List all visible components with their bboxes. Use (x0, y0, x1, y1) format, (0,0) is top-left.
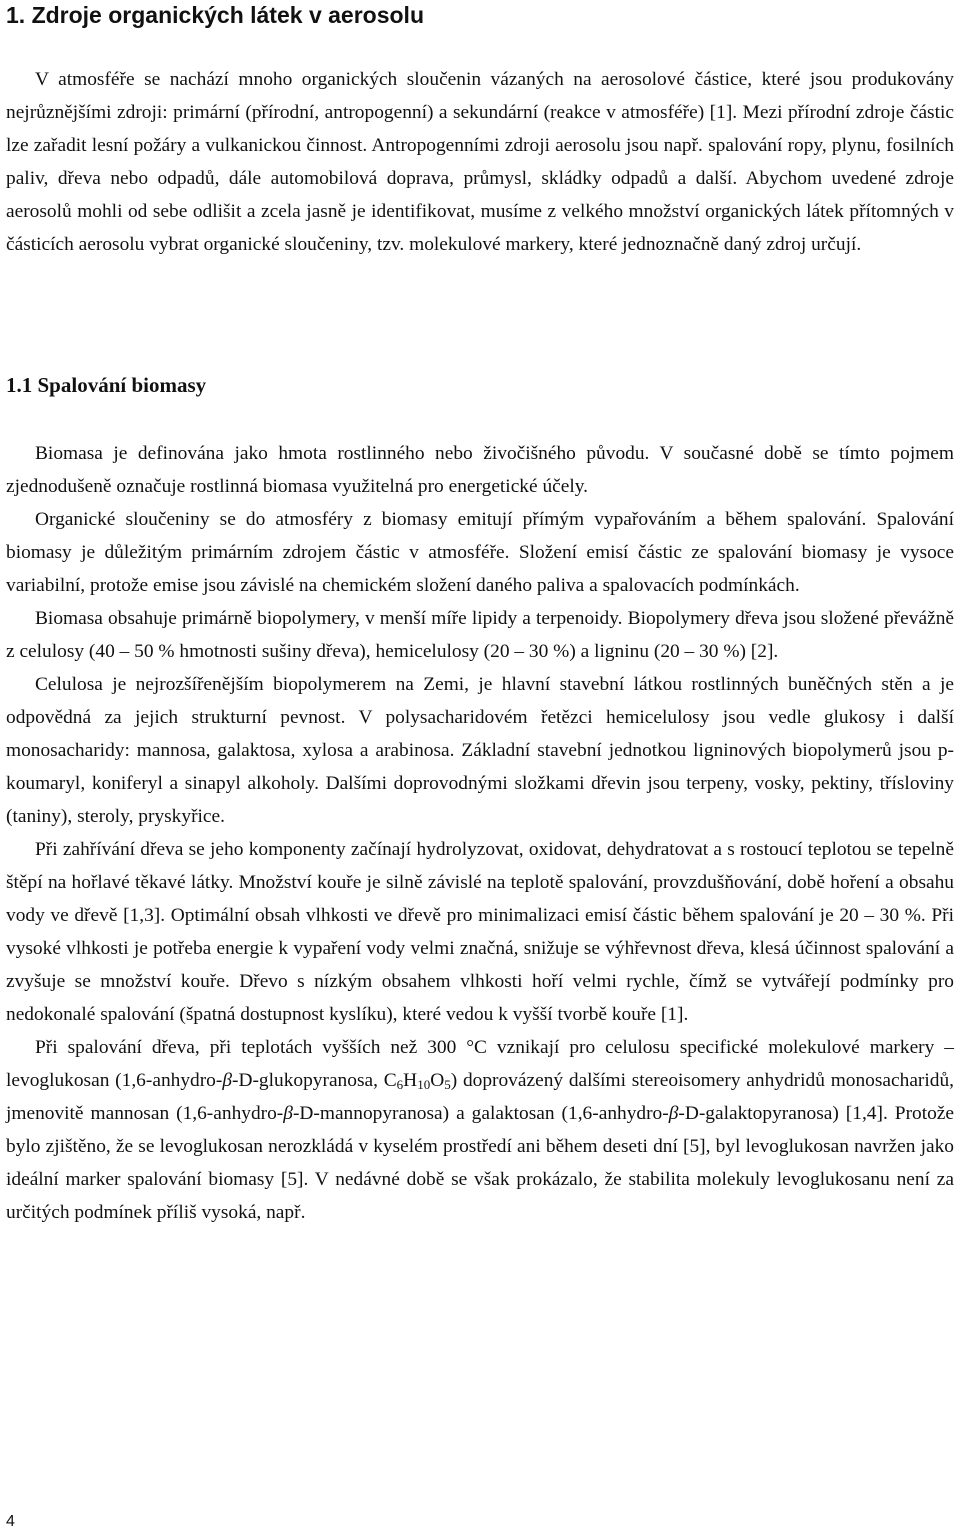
paragraph-5: Při zahřívání dřeva se jeho komponenty začínají hydrolyzovat, oxidovat, dehydratovat a s rostoucí teplotou se tepelně štěpí na hořlavé těkavé látky. Množství kouře je silně závislé na teplotě spalování, provzdušňování, době hoření a obsahu vody ve dřevě [1,3]. Optimální obsah vlhkosti ve dřevě pro minimalizaci emisí částic během spalování je 20 – 30 %. Při vysoké vlhkosti je potřeba energie k vypaření vody velmi značná, snižuje se výhřevnost dřeva, klesá účinnost spalování a zvyšuje se množství kouře. Dřevo s nízkým obsahem vlhkosti hoří velmi rychle, čímž se vytvářejí podmínky pro nedokonalé spalování (špatná dostupnost kyslíku), které vedou k vyšší tvorbě kouře [1]. (6, 839, 954, 1025)
paragraph-3: Biomasa obsahuje primárně biopolymery, v menší míře lipidy a terpenoidy. Biopolymery dřeva jsou složené převážně z celulosy (40 – 50 % hmotnosti sušiny dřeva), hemicelulosy (20 – 30 %) a ligninu (20 – 30 %) [2]. (6, 608, 954, 662)
biomass-section (6, 437, 954, 1229)
beta-symbol: β (668, 1103, 679, 1124)
subscript-o: 5 (444, 1077, 451, 1092)
intro-section (6, 63, 954, 261)
paragraph-1: Biomasa je definována jako hmota rostlinného nebo živočišného původu. V současné době se tímto pojmem zjednodušeně označuje rostlinná biomasa využitelná pro energetické účely. (6, 443, 954, 497)
page-number: 4 (6, 1513, 15, 1530)
subscript-c: 6 (396, 1077, 404, 1092)
p6-text-g: -D-galaktopyranosa) [1,4]. Protože bylo zjištěno, že se levoglukosan nerozkládá v kyselém prostředí ani během deseti dní [5], byl levoglukosan navržen jako ideální marker spalování biomasy [5]. V nedávné době se však prokázalo, že stabilita molekuly levoglukosanu není za určitých podmínek příliš vysoká, např. (6, 1103, 955, 1223)
beta-symbol: β (222, 1070, 233, 1091)
paragraph-6 (6, 1031, 954, 1229)
paragraph-4: Celulosa je nejrozšířenějším biopolymerem na Zemi, je hlavní stavební látkou rostlinných buněčných stěn a je odpovědná za jejich strukturní pevnost. V polysacharidovém řetězci hemicelulosy jsou vedle glukosy i další monosacharidy: mannosa, galaktosa, xylosa a arabinosa. Základní stavební jednotkou ligninových biopolymerů jsou p-koumaryl, koniferyl a sinapyl alkoholy. Dalšími doprovodnými složkami dřevin jsou terpeny, vosky, pektiny, třísloviny (taniny), steroly, pryskyřice. (6, 674, 954, 827)
p6-text-d: O (430, 1070, 445, 1091)
p6-text-f: -D-mannopyranosa) a galaktosan (1,6-anhydro- (292, 1103, 669, 1124)
chapter-heading: 1. Zdroje organických látek v aerosolu (6, 2, 424, 28)
p6-text-b: -D-glukopyranosa, C (232, 1070, 397, 1091)
p6-text-e: ) doprovázený dalšími stereoisomery anhydridů monosacharidů, jmenovitě mannosan (1,6-anhydro- (6, 1070, 955, 1124)
paragraph-2: Organické sloučeniny se do atmosféry z biomasy emitují přímým vypařováním a během spalování. Spalování biomasy je důležitým primárním zdrojem částic v atmosféře. Složení emisí částic ze spalování biomasy je vysoce variabilní, protože emise jsou závislé na chemickém složení daného paliva a spalovacích podmínkách. (6, 509, 954, 596)
subscript-h: 10 (417, 1077, 431, 1092)
beta-symbol: β (283, 1103, 293, 1124)
section-heading: 1.1 Spalování biomasy (6, 373, 207, 397)
p6-text-a: Při spalování dřeva, při teplotách vyšších než 300 °C vznikají pro celulosu specifické molekulové markery – levoglukosan (1,6-anhydro- (6, 1037, 954, 1091)
p6-text-c: H (403, 1070, 418, 1091)
intro-paragraph: V atmosféře se nachází mnoho organických sloučenin vázaných na aerosolové částice, které jsou produkovány nejrůznějšími zdroji: primární (přírodní, antropogenní) a sekundární (reakce v atmosféře) [1]. Mezi přírodní zdroje částic lze zařadit lesní požáry a vulkanickou činnost. Antropogenními zdroji aerosolu jsou např. spalování ropy, plynu, fosilních paliv, dřeva nebo odpadů, dále automobilová doprava, průmysl, skládky odpadů a další. Abychom uvedené zdroje aerosolů mohli od sebe odlišit a zcela jasně je identifikovat, musíme z velkého množství organických látek přítomných v částicích aerosolu vybrat organické sloučeniny, tzv. molekulové markery, které jednoznačně daný zdroj určují. (6, 69, 954, 255)
